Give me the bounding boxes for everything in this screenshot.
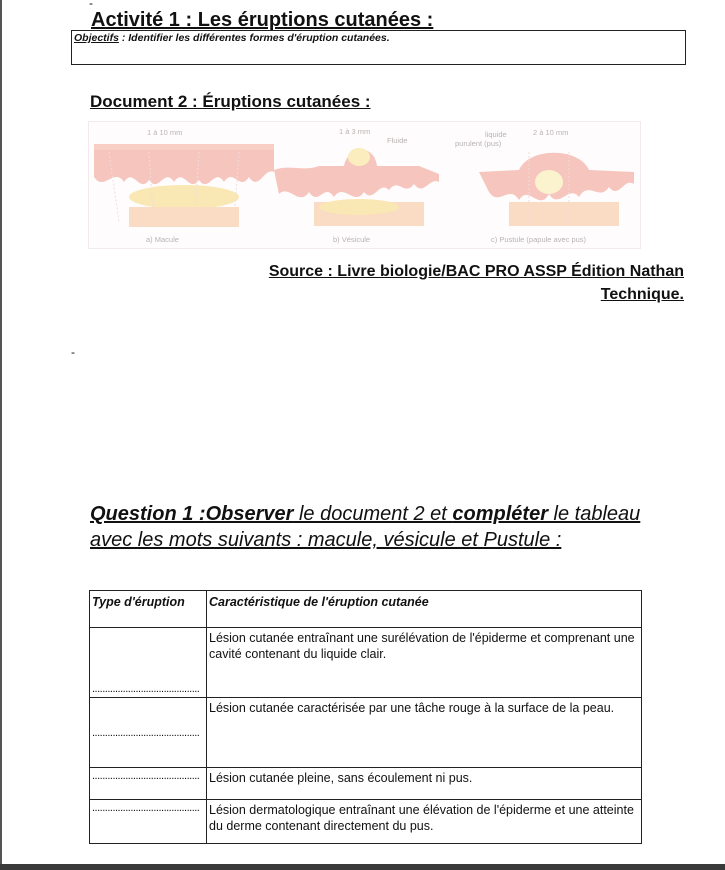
objectives-text bbox=[74, 32, 390, 44]
answer-blank[interactable]: .......................................... bbox=[92, 726, 200, 739]
document-title: Document 2 : Éruptions cutanées : bbox=[90, 92, 371, 111]
question-text-1: le document 2 et bbox=[293, 503, 453, 525]
size-label-b: 1 à 3 mm bbox=[339, 127, 371, 136]
fluid-label: Fluide bbox=[387, 136, 408, 145]
source-citation bbox=[144, 260, 684, 306]
verb-observe: Observer bbox=[205, 503, 294, 525]
description-cell: Lésion dermatologique entraînant une élévation de l'épiderme et une atteinte du derme contenant directement du pus. bbox=[207, 800, 642, 844]
caption-vesicle: b) Vésicule bbox=[333, 235, 371, 244]
question-label: Question 1 : bbox=[90, 503, 206, 525]
caption-macule: a) Macule bbox=[146, 235, 179, 244]
eruption-table bbox=[89, 590, 642, 844]
description-cell: Lésion cutanée entraînant une surélévation de l'épiderme et comprenant une cavité contenant du liquide clair. bbox=[207, 628, 642, 698]
question-1 bbox=[90, 501, 660, 553]
header-eruption-type: Type d'éruption bbox=[90, 591, 207, 628]
source-line-2: Technique. bbox=[600, 286, 684, 303]
source-line-1: Source : Livre biologie/BAC PRO ASSP Édition Nathan bbox=[268, 263, 684, 280]
vesicle-illustration bbox=[274, 148, 439, 226]
pustule-illustration bbox=[479, 152, 634, 226]
description-cell: Lésion cutanée pleine, sans écoulement ni pus. bbox=[207, 768, 642, 800]
table-row bbox=[90, 698, 642, 768]
answer-cell-1[interactable] bbox=[90, 628, 207, 698]
answer-cell-3[interactable] bbox=[90, 768, 207, 800]
bottom-bar bbox=[0, 864, 725, 870]
skin-eruption-illustration bbox=[89, 122, 640, 248]
page-left-border bbox=[0, 0, 2, 870]
pus-label-2: purulent (pus) bbox=[455, 139, 502, 148]
question-text-2: le tableau avec les mots suivants : macule, vésicule et Pustule : bbox=[90, 503, 641, 551]
skin-eruption-figure bbox=[88, 121, 641, 249]
macule-illustration bbox=[94, 144, 274, 227]
answer-blank[interactable]: .......................................... bbox=[92, 683, 200, 695]
table-row bbox=[90, 628, 642, 698]
answer-blank[interactable]: .......................................... bbox=[92, 802, 200, 814]
answer-cell-4[interactable] bbox=[90, 800, 207, 844]
header-characteristic: Caractéristique de l'éruption cutanée bbox=[207, 591, 642, 628]
objectives-label: Objectifs bbox=[74, 32, 119, 44]
answer-blank[interactable]: .......................................... bbox=[92, 770, 200, 782]
stray-mark: - bbox=[89, 0, 93, 10]
table-header-row bbox=[90, 591, 642, 628]
table-row bbox=[90, 800, 642, 844]
objectives-body: : Identifier les différentes formes d'éruption cutanées. bbox=[118, 32, 390, 44]
answer-cell-2[interactable] bbox=[90, 698, 207, 768]
table-row bbox=[90, 768, 642, 800]
pus-label-1: liquide bbox=[485, 130, 507, 139]
size-label-a: 1 à 10 mm bbox=[147, 128, 183, 137]
stray-dash: - bbox=[71, 345, 75, 359]
objectives-box bbox=[71, 30, 686, 65]
description-cell: Lésion cutanée caractérisée par une tâche rouge à la surface de la peau. bbox=[207, 698, 642, 768]
activity-title: Activité 1 : Les éruptions cutanées : bbox=[91, 9, 434, 31]
caption-pustule: c) Pustule (papule avec pus) bbox=[491, 235, 587, 244]
verb-complete: compléter bbox=[452, 503, 548, 525]
size-label-c: 2 à 10 mm bbox=[533, 128, 569, 137]
